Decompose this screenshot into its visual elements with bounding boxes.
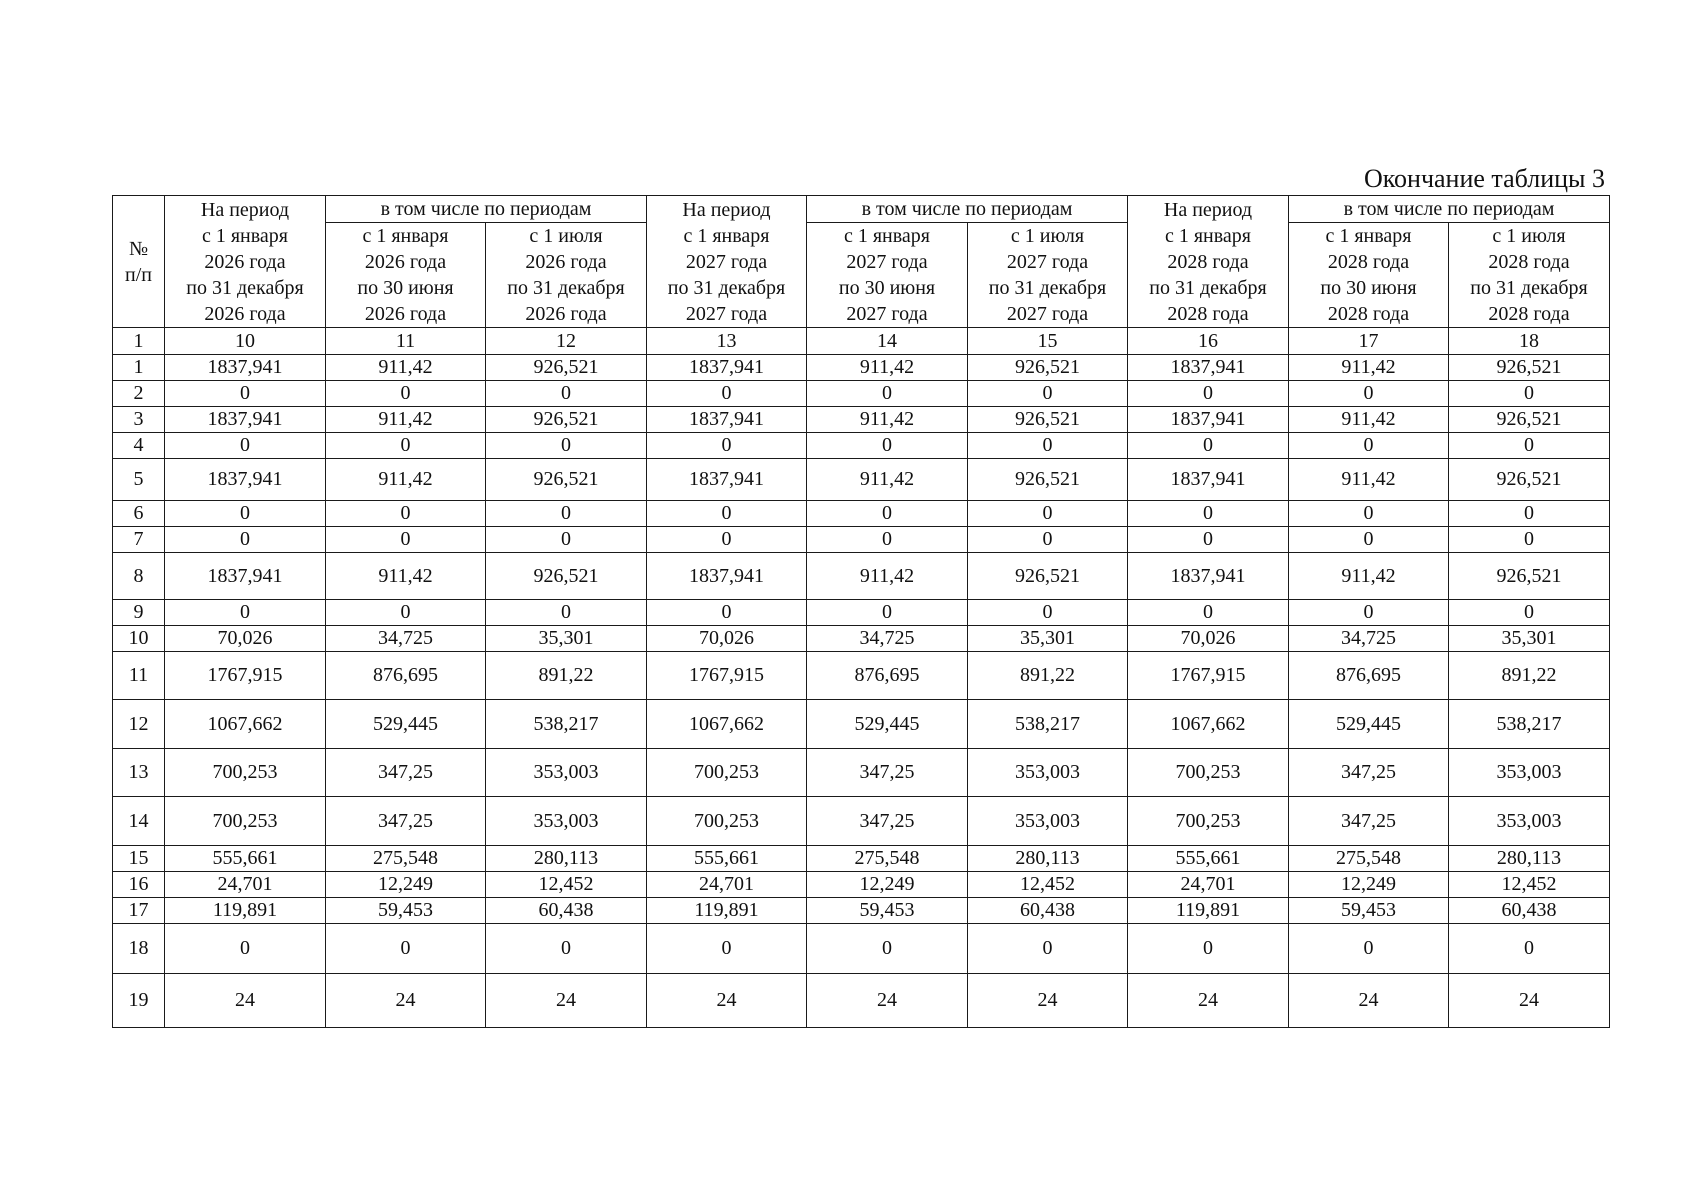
column-number: 13 — [647, 328, 807, 355]
table-cell: 1767,915 — [165, 652, 326, 700]
table-cell: 1837,941 — [165, 459, 326, 501]
table-cell: 275,548 — [807, 846, 968, 872]
table-cell: 700,253 — [165, 749, 326, 797]
table-cell: 0 — [807, 924, 968, 974]
row-number: 4 — [113, 433, 165, 459]
column-number: 16 — [1128, 328, 1289, 355]
table-cell: 353,003 — [1449, 749, 1610, 797]
table-cell: 59,453 — [807, 898, 968, 924]
table-row — [113, 527, 1610, 553]
table-cell: 891,22 — [1449, 652, 1610, 700]
table-row — [113, 700, 1610, 749]
table-cell: 0 — [807, 381, 968, 407]
table-cell: 700,253 — [1128, 797, 1289, 846]
table-cell: 280,113 — [968, 846, 1128, 872]
table-cell: 926,521 — [968, 553, 1128, 600]
table-cell: 0 — [165, 433, 326, 459]
table-cell: 0 — [968, 600, 1128, 626]
row-number: 12 — [113, 700, 165, 749]
row-number: 6 — [113, 501, 165, 527]
row-number: 14 — [113, 797, 165, 846]
header-h2-2027: с 1 июля 2027 года по 31 декабря 2027 года — [968, 223, 1128, 328]
table-cell: 529,445 — [807, 700, 968, 749]
table-cell: 12,249 — [1289, 872, 1449, 898]
table-cell: 0 — [1289, 381, 1449, 407]
table-cell: 0 — [1128, 501, 1289, 527]
table-cell: 529,445 — [326, 700, 486, 749]
table-cell: 1837,941 — [1128, 553, 1289, 600]
column-number: 17 — [1289, 328, 1449, 355]
table-cell: 0 — [165, 527, 326, 553]
table-cell: 0 — [326, 381, 486, 407]
table-cell: 911,42 — [1289, 459, 1449, 501]
table-cell: 119,891 — [647, 898, 807, 924]
table-cell: 1767,915 — [1128, 652, 1289, 700]
table-cell: 353,003 — [968, 749, 1128, 797]
table-cell: 926,521 — [486, 355, 647, 381]
table-cell: 12,452 — [968, 872, 1128, 898]
table-cell: 0 — [1128, 924, 1289, 974]
table-cell: 911,42 — [326, 459, 486, 501]
table-cell: 876,695 — [326, 652, 486, 700]
column-number: 14 — [807, 328, 968, 355]
table-cell: 0 — [486, 924, 647, 974]
row-number: 19 — [113, 974, 165, 1028]
table-cell: 538,217 — [486, 700, 647, 749]
row-number: 15 — [113, 846, 165, 872]
table-cell: 0 — [1289, 600, 1449, 626]
header-h1-2027: с 1 января 2027 года по 30 июня 2027 года — [807, 223, 968, 328]
table-cell: 347,25 — [807, 749, 968, 797]
column-number: 10 — [165, 328, 326, 355]
table-row — [113, 846, 1610, 872]
header-h1-2028: с 1 января 2028 года по 30 июня 2028 года — [1289, 223, 1449, 328]
table-cell: 70,026 — [647, 626, 807, 652]
table-cell: 0 — [1128, 527, 1289, 553]
table-cell: 1837,941 — [165, 553, 326, 600]
table-cell: 0 — [647, 924, 807, 974]
table-cell: 24,701 — [647, 872, 807, 898]
row-number: 18 — [113, 924, 165, 974]
table-cell: 35,301 — [968, 626, 1128, 652]
table-row — [113, 872, 1610, 898]
table-cell: 911,42 — [326, 553, 486, 600]
table-cell: 0 — [1449, 924, 1610, 974]
table-cell: 119,891 — [165, 898, 326, 924]
table-cell: 911,42 — [326, 407, 486, 433]
table-cell: 280,113 — [486, 846, 647, 872]
table-cell: 1837,941 — [647, 355, 807, 381]
table-cell: 24 — [647, 974, 807, 1028]
table-cell: 926,521 — [486, 459, 647, 501]
table-row — [113, 652, 1610, 700]
table-cell: 353,003 — [1449, 797, 1610, 846]
table-cell: 926,521 — [968, 355, 1128, 381]
row-number: 3 — [113, 407, 165, 433]
table-cell: 347,25 — [326, 749, 486, 797]
table-cell: 0 — [326, 527, 486, 553]
table-cell: 0 — [1289, 527, 1449, 553]
table-cell: 0 — [968, 527, 1128, 553]
table-cell: 1767,915 — [647, 652, 807, 700]
table-cell: 59,453 — [1289, 898, 1449, 924]
table-cell: 275,548 — [326, 846, 486, 872]
column-number: 1 — [113, 328, 165, 355]
table-cell: 555,661 — [647, 846, 807, 872]
table-cell: 0 — [968, 381, 1128, 407]
header-number-column: № п/п — [113, 196, 165, 328]
table-row — [113, 924, 1610, 974]
table-cell: 911,42 — [807, 553, 968, 600]
table-cell: 1067,662 — [1128, 700, 1289, 749]
table-cell: 926,521 — [1449, 553, 1610, 600]
table-cell: 34,725 — [326, 626, 486, 652]
table-cell: 0 — [165, 501, 326, 527]
table-cell: 24 — [968, 974, 1128, 1028]
table-cell: 24 — [807, 974, 968, 1028]
table-cell: 911,42 — [807, 459, 968, 501]
table-cell: 1837,941 — [165, 407, 326, 433]
table-cell: 1837,941 — [647, 459, 807, 501]
table-cell: 0 — [486, 600, 647, 626]
table-row — [113, 600, 1610, 626]
table-cell: 119,891 — [1128, 898, 1289, 924]
table-cell: 926,521 — [968, 459, 1128, 501]
table-row — [113, 898, 1610, 924]
table-cell: 353,003 — [968, 797, 1128, 846]
row-number: 16 — [113, 872, 165, 898]
table-cell: 0 — [486, 527, 647, 553]
table-cell: 0 — [647, 433, 807, 459]
table-row — [113, 553, 1610, 600]
table-row — [113, 433, 1610, 459]
table-cell: 0 — [647, 527, 807, 553]
table-cell: 24 — [326, 974, 486, 1028]
table-cell: 12,249 — [326, 872, 486, 898]
table-cell: 70,026 — [1128, 626, 1289, 652]
table-row — [113, 797, 1610, 846]
table-cell: 0 — [486, 381, 647, 407]
table-cell: 0 — [165, 924, 326, 974]
row-number: 17 — [113, 898, 165, 924]
table-cell: 0 — [807, 600, 968, 626]
table-cell: 0 — [1289, 433, 1449, 459]
column-number: 15 — [968, 328, 1128, 355]
table-cell: 538,217 — [968, 700, 1128, 749]
table-row — [113, 355, 1610, 381]
table-cell: 60,438 — [1449, 898, 1610, 924]
row-number: 13 — [113, 749, 165, 797]
table-cell: 700,253 — [647, 797, 807, 846]
table-cell: 0 — [326, 501, 486, 527]
table-cell: 1837,941 — [165, 355, 326, 381]
table-cell: 280,113 — [1449, 846, 1610, 872]
row-number: 9 — [113, 600, 165, 626]
table-cell: 891,22 — [486, 652, 647, 700]
table-cell: 911,42 — [807, 407, 968, 433]
table-cell: 12,452 — [1449, 872, 1610, 898]
table-cell: 1837,941 — [647, 553, 807, 600]
table-row — [113, 749, 1610, 797]
column-number: 12 — [486, 328, 647, 355]
table-cell: 347,25 — [326, 797, 486, 846]
row-number: 11 — [113, 652, 165, 700]
table-cell: 0 — [807, 433, 968, 459]
table-cell: 876,695 — [807, 652, 968, 700]
table-cell: 911,42 — [326, 355, 486, 381]
table-cell: 353,003 — [486, 797, 647, 846]
header-subperiods-2028: в том числе по периодам — [1289, 196, 1610, 223]
table-cell: 1837,941 — [647, 407, 807, 433]
table-cell: 926,521 — [968, 407, 1128, 433]
table-cell: 35,301 — [1449, 626, 1610, 652]
table-cell: 1837,941 — [1128, 459, 1289, 501]
table-cell: 60,438 — [968, 898, 1128, 924]
table-cell: 529,445 — [1289, 700, 1449, 749]
header-period-2026: На период с 1 января 2026 года по 31 декабря 2026 года — [165, 196, 326, 328]
table-cell: 12,249 — [807, 872, 968, 898]
header-period-2028: На период с 1 января 2028 года по 31 декабря 2028 года — [1128, 196, 1289, 328]
table-cell: 34,725 — [807, 626, 968, 652]
row-number: 5 — [113, 459, 165, 501]
header-h2-2026: с 1 июля 2026 года по 31 декабря 2026 года — [486, 223, 647, 328]
table-cell: 59,453 — [326, 898, 486, 924]
table-cell: 0 — [1128, 600, 1289, 626]
table-cell: 876,695 — [1289, 652, 1449, 700]
table-cell: 347,25 — [1289, 797, 1449, 846]
table-cell: 0 — [326, 924, 486, 974]
table-cell: 0 — [647, 600, 807, 626]
table-cell: 1837,941 — [1128, 355, 1289, 381]
table-cell: 0 — [1128, 381, 1289, 407]
table-cell: 0 — [968, 433, 1128, 459]
table-cell: 0 — [1449, 381, 1610, 407]
table-cell: 926,521 — [1449, 407, 1610, 433]
table-cell: 926,521 — [1449, 459, 1610, 501]
table-cell: 911,42 — [1289, 553, 1449, 600]
table-cell: 0 — [647, 381, 807, 407]
header-h2-2028: с 1 июля 2028 года по 31 декабря 2028 года — [1449, 223, 1610, 328]
column-numbers-row — [113, 328, 1610, 355]
table-cell: 911,42 — [807, 355, 968, 381]
table-cell: 0 — [807, 527, 968, 553]
table-cell: 0 — [1128, 433, 1289, 459]
table-cell: 12,452 — [486, 872, 647, 898]
table-cell: 700,253 — [1128, 749, 1289, 797]
row-number: 7 — [113, 527, 165, 553]
table-cell: 0 — [1289, 501, 1449, 527]
table-cell: 0 — [1289, 924, 1449, 974]
table-cell: 24,701 — [1128, 872, 1289, 898]
table-cell: 0 — [486, 501, 647, 527]
table-header — [113, 196, 1610, 355]
table-cell: 700,253 — [647, 749, 807, 797]
table-cell: 0 — [968, 924, 1128, 974]
table-cell: 1067,662 — [647, 700, 807, 749]
table-row — [113, 381, 1610, 407]
table-cell: 24 — [1449, 974, 1610, 1028]
table-cell: 0 — [1449, 433, 1610, 459]
table-cell: 0 — [165, 600, 326, 626]
table-cell: 0 — [486, 433, 647, 459]
table-cell: 0 — [1449, 501, 1610, 527]
table-cell: 34,725 — [1289, 626, 1449, 652]
table-cell: 911,42 — [1289, 355, 1449, 381]
table-cell: 926,521 — [486, 553, 647, 600]
table-cell: 35,301 — [486, 626, 647, 652]
table-cell: 275,548 — [1289, 846, 1449, 872]
row-number: 1 — [113, 355, 165, 381]
table-row — [113, 974, 1610, 1028]
table-cell: 60,438 — [486, 898, 647, 924]
header-period-2027: На период с 1 января 2027 года по 31 декабря 2027 года — [647, 196, 807, 328]
table-row — [113, 459, 1610, 501]
table-cell: 0 — [807, 501, 968, 527]
table-cell: 347,25 — [807, 797, 968, 846]
table-cell: 891,22 — [968, 652, 1128, 700]
row-number: 2 — [113, 381, 165, 407]
table-cell: 555,661 — [1128, 846, 1289, 872]
table-cell: 700,253 — [165, 797, 326, 846]
row-number: 8 — [113, 553, 165, 600]
table-cell: 24 — [165, 974, 326, 1028]
table-cell: 0 — [1449, 600, 1610, 626]
header-h1-2026: с 1 января 2026 года по 30 июня 2026 года — [326, 223, 486, 328]
table-cell: 24 — [1128, 974, 1289, 1028]
table-cell: 24,701 — [165, 872, 326, 898]
table-cell: 555,661 — [165, 846, 326, 872]
data-table — [112, 195, 1610, 1028]
column-number: 18 — [1449, 328, 1610, 355]
column-number: 11 — [326, 328, 486, 355]
table-cell: 1837,941 — [1128, 407, 1289, 433]
table-cell: 1067,662 — [165, 700, 326, 749]
table-cell: 0 — [165, 381, 326, 407]
table-caption: Окончание таблицы 3 — [1363, 164, 1605, 193]
table-cell: 911,42 — [1289, 407, 1449, 433]
table-cell: 24 — [486, 974, 647, 1028]
table-cell: 0 — [326, 600, 486, 626]
header-subperiods-2027: в том числе по периодам — [807, 196, 1128, 223]
table-cell: 353,003 — [486, 749, 647, 797]
table-cell: 70,026 — [165, 626, 326, 652]
table-cell: 926,521 — [1449, 355, 1610, 381]
table-cell: 0 — [647, 501, 807, 527]
table-cell: 538,217 — [1449, 700, 1610, 749]
header-subperiods-2026: в том числе по периодам — [326, 196, 647, 223]
table-row — [113, 407, 1610, 433]
table-cell: 347,25 — [1289, 749, 1449, 797]
row-number: 10 — [113, 626, 165, 652]
table-cell: 0 — [326, 433, 486, 459]
table-body — [113, 355, 1610, 1028]
table-row — [113, 501, 1610, 527]
table-cell: 24 — [1289, 974, 1449, 1028]
table-row — [113, 626, 1610, 652]
table-cell: 0 — [968, 501, 1128, 527]
table-cell: 0 — [1449, 527, 1610, 553]
table-cell: 926,521 — [486, 407, 647, 433]
